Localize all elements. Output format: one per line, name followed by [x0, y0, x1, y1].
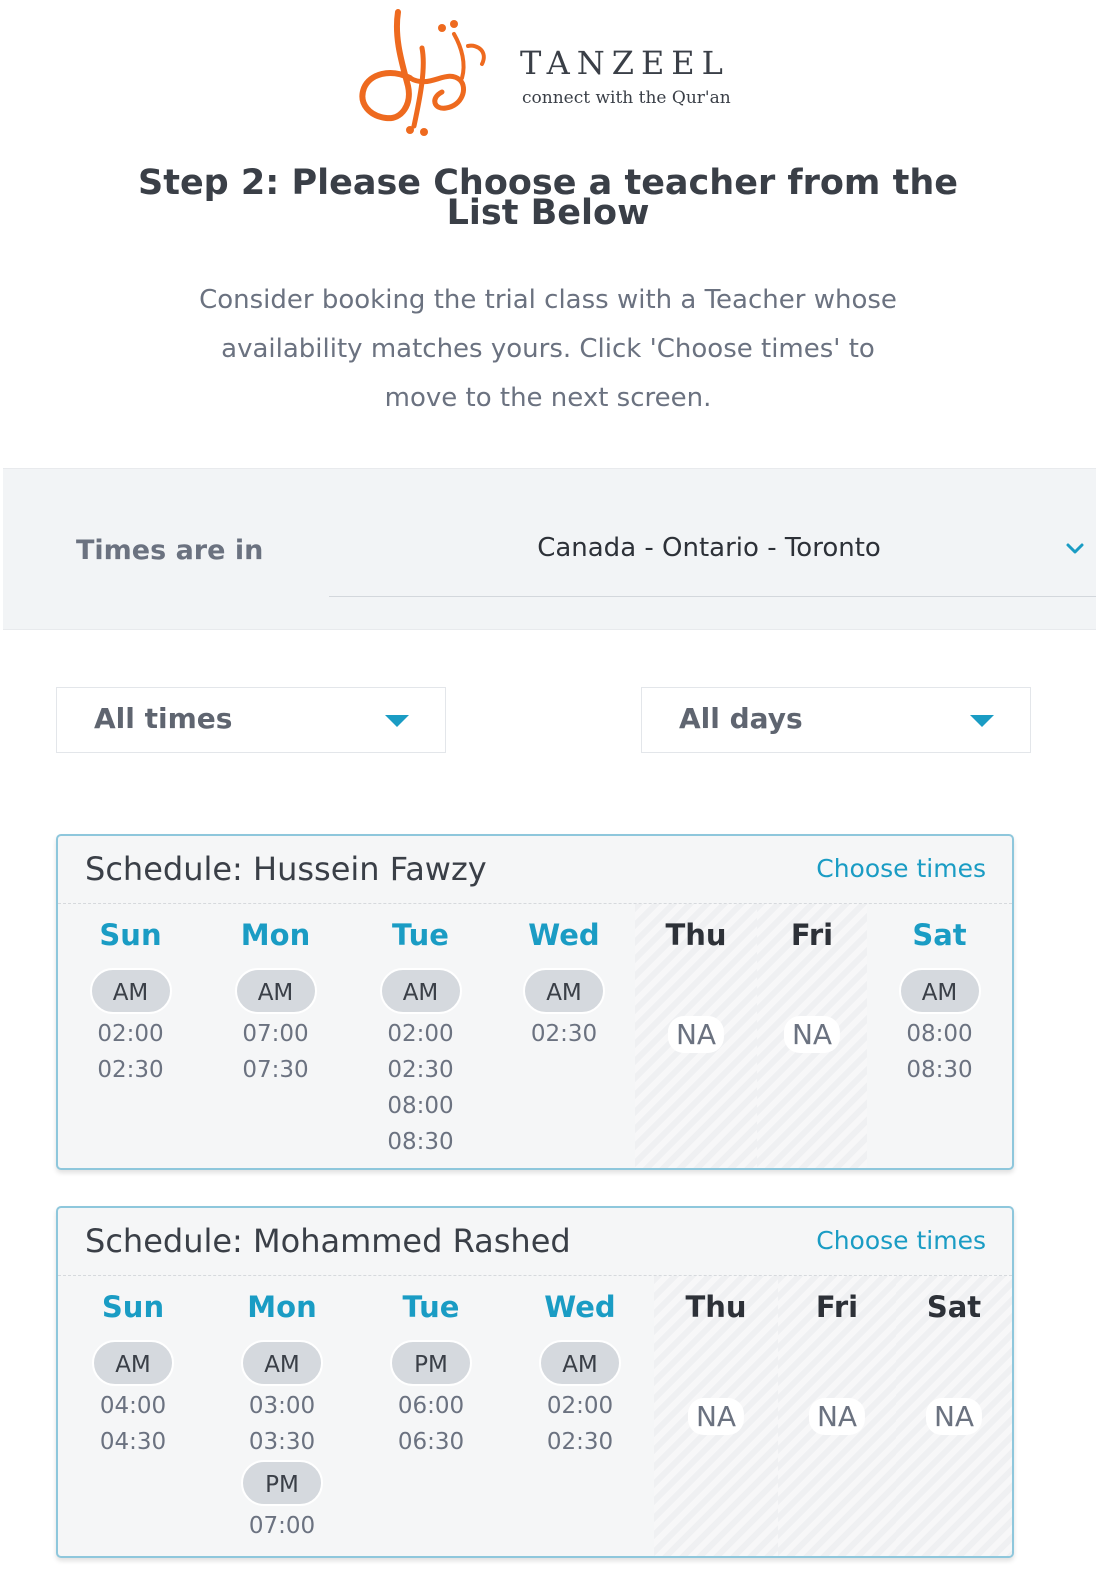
intro-line-1: Consider booking the trial class with a Teacher whose [199, 285, 897, 315]
day-column-sat [896, 1276, 1012, 1556]
day-name: Thu [665, 918, 727, 952]
period-badge: AM [235, 968, 317, 1014]
time-slot: 04:00 [99, 1393, 167, 1419]
day-column-wed [506, 1276, 654, 1556]
timezone-select[interactable] [329, 519, 1096, 597]
time-slots [58, 968, 203, 1088]
timezone-value: Canada - Ontario - Toronto [537, 533, 881, 563]
not-available-label: NA [688, 1398, 744, 1435]
time-slots [208, 1340, 356, 1544]
intro-text [120, 276, 976, 423]
time-slots [867, 968, 1012, 1088]
time-slot: 08:00 [387, 1093, 454, 1119]
day-column-mon [208, 1276, 356, 1556]
not-available-label: NA [668, 1016, 724, 1053]
time-slot: 02:30 [387, 1057, 454, 1083]
time-slots [348, 968, 493, 1160]
brand-name: TANZEEL [520, 44, 730, 82]
page-title-line-1: Step 2: Please Choose a teacher from the [138, 163, 958, 203]
day-name: Tue [402, 1290, 460, 1324]
day-column-sat [867, 904, 1012, 1168]
time-slot: 02:30 [97, 1057, 164, 1083]
period-badge: AM [90, 968, 172, 1014]
day-column-thu [635, 904, 757, 1168]
caret-down-icon [970, 715, 994, 727]
day-column-sun [58, 904, 203, 1168]
day-name: Sat [912, 918, 967, 952]
day-name: Sun [99, 918, 162, 952]
day-column-sun [58, 1276, 208, 1556]
time-slot: 07:30 [242, 1057, 309, 1083]
day-name: Wed [544, 1290, 616, 1324]
day-column-mon [203, 904, 348, 1168]
time-slots [58, 1340, 208, 1460]
brand-tagline: connect with the Qur'an [522, 88, 731, 108]
day-column-tue [356, 1276, 506, 1556]
day-name: Mon [240, 918, 311, 952]
caret-down-icon [385, 715, 409, 727]
day-name: Thu [685, 1290, 747, 1324]
calligraphy-logo-icon [350, 8, 500, 138]
period-badge: AM [523, 968, 605, 1014]
timezone-section [3, 468, 1096, 630]
time-slot: 07:00 [242, 1021, 309, 1047]
time-slots [203, 968, 348, 1088]
day-name: Wed [528, 918, 600, 952]
time-slot: 04:30 [99, 1429, 167, 1455]
not-available-label: NA [784, 1016, 840, 1053]
period-badge: AM [899, 968, 981, 1014]
day-name: Mon [247, 1290, 317, 1324]
schedule-title: Schedule: Hussein Fawzy [85, 850, 487, 888]
day-column-tue [348, 904, 493, 1168]
time-slot: 07:00 [248, 1513, 316, 1539]
time-slots [493, 968, 635, 1052]
day-column-fri [778, 1276, 896, 1556]
time-slot: 08:30 [906, 1057, 973, 1083]
time-slots [506, 1340, 654, 1460]
times-filter-dropdown[interactable] [56, 687, 446, 753]
day-column-thu [654, 1276, 778, 1556]
time-slot: 02:30 [546, 1429, 614, 1455]
schedule-title: Schedule: Mohammed Rashed [85, 1222, 571, 1260]
time-slot: 06:30 [397, 1429, 465, 1455]
intro-line-3: move to the next screen. [384, 383, 712, 413]
times-filter-label: All times [94, 702, 233, 735]
days-filter-label: All days [679, 702, 803, 735]
period-badge: AM [241, 1340, 323, 1386]
time-slot: 08:00 [906, 1021, 973, 1047]
period-badge: PM [241, 1460, 323, 1506]
time-slot: 03:30 [248, 1429, 316, 1455]
day-column-fri [757, 904, 867, 1168]
day-name: Sun [101, 1290, 165, 1324]
period-badge: PM [390, 1340, 472, 1386]
day-name: Fri [790, 918, 834, 952]
intro-line-2: availability matches yours. Click 'Choose times' to [221, 334, 875, 364]
day-name: Sat [926, 1290, 982, 1324]
period-badge: AM [380, 968, 462, 1014]
schedule-card [56, 1206, 1014, 1558]
schedule-card-header [58, 1208, 1012, 1276]
time-slot: 08:30 [387, 1129, 454, 1155]
days-filter-dropdown[interactable] [641, 687, 1031, 753]
period-badge: AM [539, 1340, 621, 1386]
chevron-down-icon [1065, 539, 1085, 559]
not-available-label: NA [809, 1398, 865, 1435]
time-slot: 02:00 [97, 1021, 164, 1047]
page-title [60, 163, 1036, 233]
time-slot: 03:00 [248, 1393, 316, 1419]
day-name: Fri [815, 1290, 859, 1324]
time-slot: 02:00 [546, 1393, 614, 1419]
time-slots [356, 1340, 506, 1460]
tanzeel-logo [350, 8, 750, 138]
not-available-label: NA [926, 1398, 982, 1435]
time-slot: 06:00 [397, 1393, 465, 1419]
timezone-label: Times are in [76, 535, 264, 566]
choose-times-link[interactable]: Choose times [816, 1226, 986, 1255]
time-slot: 02:30 [530, 1021, 598, 1047]
time-slot: 02:00 [387, 1021, 454, 1047]
schedule-card-header [58, 836, 1012, 904]
day-column-wed [493, 904, 635, 1168]
period-badge: AM [92, 1340, 174, 1386]
schedule-card [56, 834, 1014, 1170]
choose-times-link[interactable]: Choose times [816, 854, 986, 883]
page-title-line-2: List Below [446, 193, 650, 233]
day-name: Tue [392, 918, 449, 952]
